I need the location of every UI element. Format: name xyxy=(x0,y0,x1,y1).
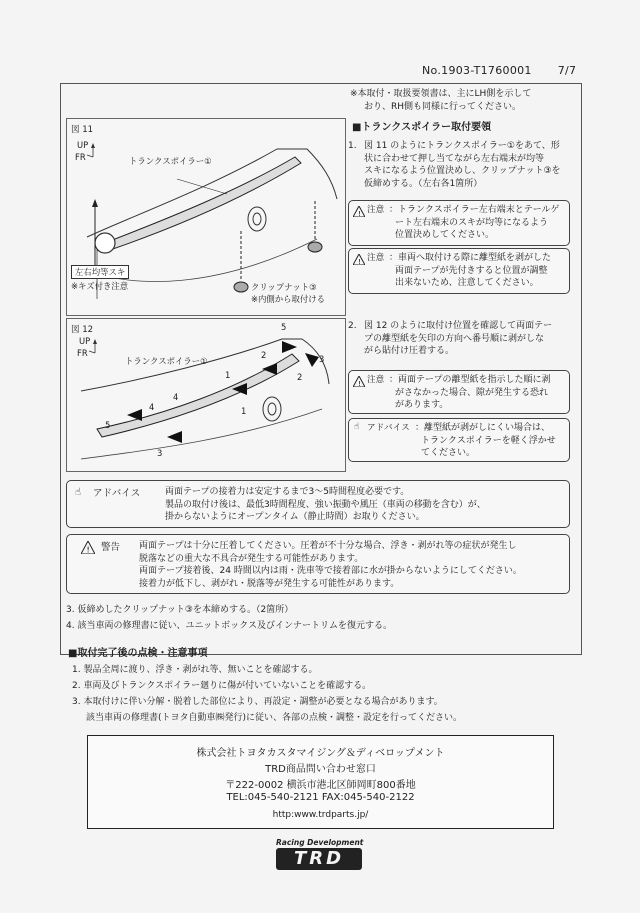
svg-text:!: ! xyxy=(86,545,90,554)
advice-box-2 xyxy=(66,480,570,528)
up-label: UP xyxy=(79,336,91,346)
company-name: 株式会社トヨタカスタマイジング＆ディベロップメント xyxy=(196,748,445,759)
gap-label: 左右均等スキ xyxy=(71,265,129,279)
address: 〒222-0002 横浜市港北区師岡町800番地 xyxy=(225,780,416,791)
number-label: 4 xyxy=(149,402,155,412)
warning-icon xyxy=(353,376,365,387)
warning-text: 両面テープは十分に圧着してください。圧着が不十分な場合、浮き・剥がれ等の症状が発生し 脱落などの重大な不具合が発生する可能性があります。 両面テープ接着後、24 時間以内は雨・洗車等で接着部に水が掛からないようにしてください。 接着力が低下し、剥がれ・脱落等が発生する可能性があります。 xyxy=(139,541,522,589)
svg-text:!: ! xyxy=(358,210,361,217)
fr-label: FR xyxy=(77,348,88,358)
figure-12-drawing xyxy=(67,319,345,471)
intro-note: ※本取付・取扱要領書は、主にLH側を示して おり、RH側も同様に行ってください。 xyxy=(350,89,532,112)
svg-text:!: ! xyxy=(358,380,361,387)
fr-label: FR xyxy=(75,152,86,162)
part-label: トランクスポイラー① xyxy=(129,156,212,166)
section-title: ■トランクスポイラー取付要領 xyxy=(352,122,492,133)
figure-11-label: 図 11 xyxy=(71,125,94,135)
advice-text: 両面テープの接着力は安定するまで3～5時間程度必要です。 製品の取付け後は、最低3時間程度、強い振動や風圧（車両の移動を含む）が、 掛からないようにオープンタイム（静止時間）お取りください。 xyxy=(165,487,486,522)
logo-tagline: Racing Development xyxy=(276,838,364,847)
contact-desk: TRD商品問い合わせ窓口 xyxy=(265,764,376,775)
number-label: 5 xyxy=(105,420,111,430)
caution-box-1 xyxy=(348,200,570,246)
scratch-note: ※キズ付き注意 xyxy=(71,281,129,291)
number-label: 1 xyxy=(241,406,247,416)
step-2-text: 図 12 のように取付け位置を確認して両面テー プの離型紙を矢印の方向へ番号順に剥がしな がら貼付け圧着する。 xyxy=(364,321,553,356)
number-label: 1 xyxy=(225,370,231,380)
check-item: 2. 車両及びトランクスポイラー廻りに傷が付いていないことを確認する。 xyxy=(72,681,372,691)
hand-icon: ☝ xyxy=(354,422,360,432)
caution-text: ：車両へ取付ける際に離型紙を剥がした 両面テープが先付きすると位置が調整 出来ないため、注意してください。 xyxy=(389,253,552,288)
step-3: 3. 仮締めしたクリップナット③を本締めする。（2箇所） xyxy=(66,605,294,615)
caution-tag: 注意 xyxy=(367,253,385,263)
number-label: 3 xyxy=(319,354,325,364)
contact-box xyxy=(87,735,554,829)
part-label: トランクスポイラー① xyxy=(125,356,208,366)
advice-text: ：離型紙が剥がしにくい場合は、 トランクスポイラーを軽く浮かせ てください。 xyxy=(415,423,556,458)
check-item: 1. 製品全周に渡り、浮き・剥がれ等、無いことを確認する。 xyxy=(72,665,318,675)
caution-tag: 注意 xyxy=(367,205,385,215)
warning-box xyxy=(66,534,570,594)
svg-text:!: ! xyxy=(358,258,361,265)
document-number: No.1903-T1760001 7/7 xyxy=(422,64,577,77)
caution-text: ：トランクスポイラー左右端末とテールゲ ート左右端末のスキが均等になるよう 位置決めしてください。 xyxy=(389,205,560,240)
caution-text: ：両面テープの離型紙を指示した順に剥 がさなかった場合、隙が発生する恐れ があります。 xyxy=(389,375,551,410)
figure-12 xyxy=(66,318,346,472)
caution-box-3 xyxy=(348,370,570,414)
step-1-number: 1. xyxy=(348,141,357,151)
website-link[interactable]: http:www.trdparts.jp/ xyxy=(272,810,369,820)
warning-tag: 警告 xyxy=(101,542,121,553)
warning-icon xyxy=(353,254,365,265)
up-label: UP xyxy=(77,140,89,150)
warning-icon xyxy=(353,206,365,217)
trd-logo: TRD xyxy=(276,848,362,870)
figure-12-label: 図 12 xyxy=(71,325,94,335)
number-label: 3 xyxy=(157,448,163,458)
step-4: 4. 該当車両の修理書に従い、ユニットボックス及びインナートリムを復元する。 xyxy=(66,621,392,631)
number-label: 4 xyxy=(173,392,179,402)
check-item: 3. 本取付けに伴い分解・脱着した部位により、再設定・調整が必要となる場合があります。 xyxy=(72,697,443,707)
caution-box-2 xyxy=(348,248,570,294)
number-label: 2 xyxy=(297,372,303,382)
warning-icon xyxy=(81,541,95,554)
advice-tag: アドバイス xyxy=(93,488,141,499)
phone-fax: TEL:045-540-2121 FAX:045-540-2122 xyxy=(226,792,415,803)
caution-tag: 注意 xyxy=(367,375,385,385)
figure-11 xyxy=(66,118,346,316)
clip-label: クリップナット③ xyxy=(251,282,317,292)
clip-note: ※内側から取付ける xyxy=(251,294,326,304)
number-label: 5 xyxy=(281,322,287,332)
advice-box-1 xyxy=(348,418,570,462)
step-1-text: 図 11 のようにトランクスポイラー①をあて、形 状に合わせて押し当てながら左右端末が均等 スキになるよう位置決めし、クリップナット③を 仮締めする。（左右各1箇所） xyxy=(364,141,561,189)
check-title: ■取付完了後の点検・注意事項 xyxy=(68,648,208,659)
advice-tag: アドバイス xyxy=(367,423,410,433)
step-2-number: 2. xyxy=(348,321,357,331)
check-list xyxy=(72,662,462,726)
check-item: 該当車両の修理書(トヨタ自動車㈱発行)に従い、各部の点検・調整・設定を行ってください。 xyxy=(86,713,463,723)
hand-icon: ☝ xyxy=(75,487,82,498)
number-label: 2 xyxy=(261,350,267,360)
